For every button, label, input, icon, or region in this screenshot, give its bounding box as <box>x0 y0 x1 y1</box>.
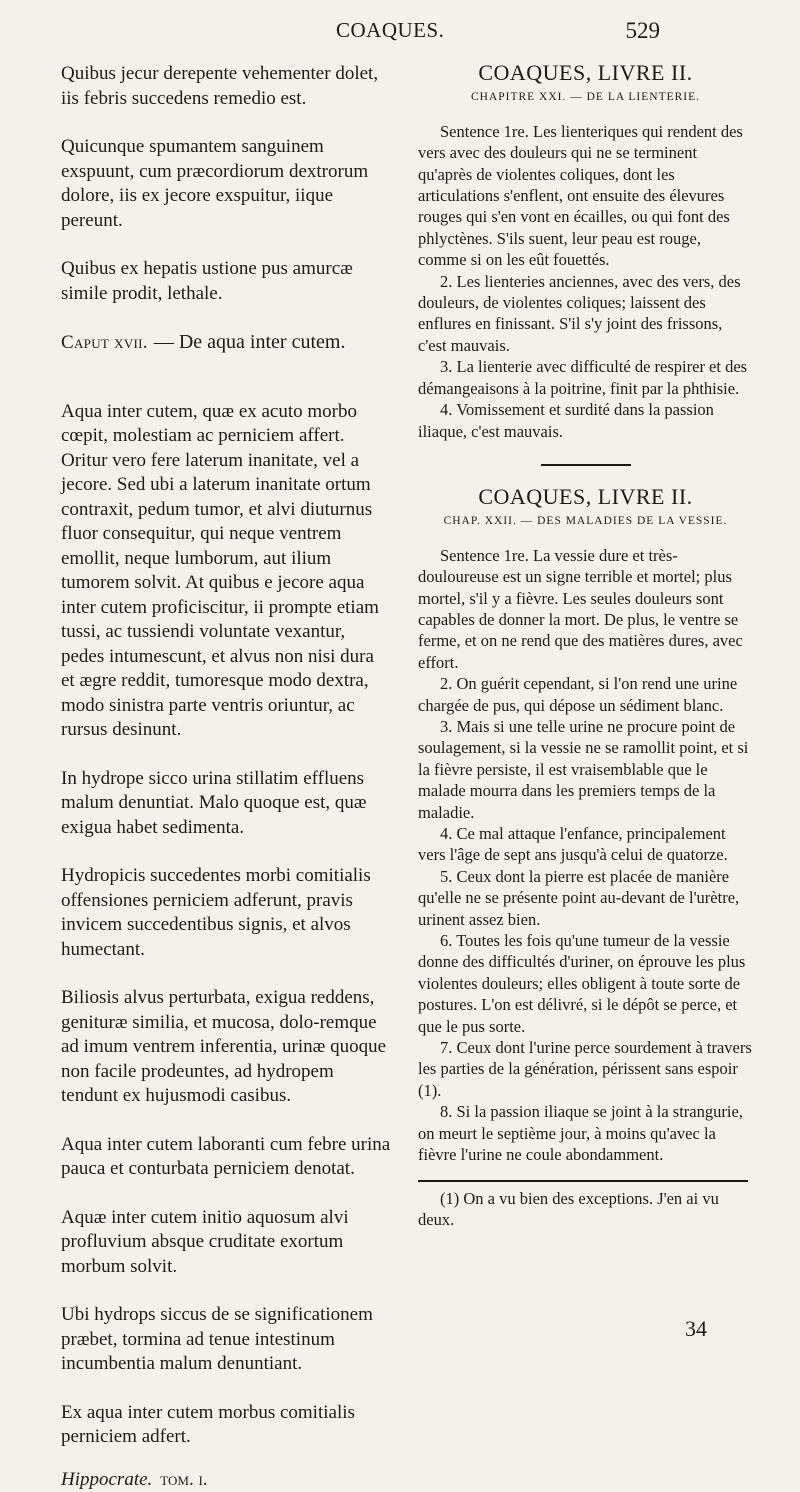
sentence-lienterie-3: 3. La lienterie avec difficulté de respirer et des démangeaisons à la poitrine, finit par la phthisie. <box>418 356 753 399</box>
latin-paragraph-7: Biliosis alvus perturbata, exigua reddens, genituræ similia, et mucosa, dolo-remque ad imum ventrem inferentia, urinæ quoque non facile prodeuntes, ad hydropem tendunt ex hujusmodi casibus. <box>61 986 391 1109</box>
latin-column <box>61 62 391 1492</box>
sentence-vessie-8: 8. Si la passion iliaque se joint à la strangurie, on meurt le septième jour, à moins qu'avec la fièvre l'urine ne coule abondamment. <box>418 1101 753 1165</box>
sentence-vessie-1 <box>418 545 753 673</box>
signature-mark: 34 <box>685 1316 707 1342</box>
sentence-vessie-5: 5. Ceux dont la pierre est placée de manière qu'elle ne se présente point au-devant de l'urètre, urinent assez bien. <box>418 866 753 930</box>
footnote: (1) On a vu bien des exceptions. J'en ai vu deux. <box>418 1188 753 1231</box>
latin-paragraph-9: Aquæ inter cutem initio aquosum alvi profluvium absque cruditate exortum morbum solvit. <box>61 1206 391 1280</box>
sentence-lienterie-4: 4. Vomissement et surdité dans la passion iliaque, c'est mauvais. <box>418 399 753 442</box>
latin-paragraph-3: Quibus ex hepatis ustione pus amurcæ simile prodit, lethale. <box>61 257 391 306</box>
sentence-vessie-2: 2. On guérit cependant, si l'on rend une urine chargée de pus, qui dépose un sédiment blanc. <box>418 673 753 716</box>
chapter-subtitle-2: CHAP. XXII. — DES MALADIES DE LA VESSIE. <box>418 511 753 532</box>
latin-paragraph-10: Ubi hydrops siccus de se significationem præbet, tormina ad tenue intestinum incumbentia malum denuntiant. <box>61 1303 391 1377</box>
latin-paragraph-11: Ex aqua inter cutem morbus comitialis perniciem adfert. <box>61 1401 391 1450</box>
running-head: COAQUES. <box>336 18 444 43</box>
sentence-label: Sentence 1re. <box>440 122 529 141</box>
sentence-text: Les lienteriques qui rendent des vers avec des douleurs qui ne se terminent qu'après de violentes coliques, dont les articulations s'enflent, ont ensuite des élevures rouges qui s'en vont en écailles, ou qui font des phlyctènes. S'ils suent, leur peau est rouge, comme si on les eût fouettés. <box>418 122 743 269</box>
latin-paragraph-4: Aqua inter cutem, quæ ex acuto morbo cœpit, molestiam ac perniciem affert. Oritur vero fere laterum inanitate, vel a jecore. Sed ubi a laterum inanitate ortum contraxit, pedum tumor, et alvi diuturnus fluor consequitur, qui neque ventrem emollit, neque lumborum, aut ilium tumorem solvit. At quibus e jecore aqua inter cutem proficiscitur, ii prompte etiam tussi, ac tussiendi voluntate vexantur, pedes intumescunt, et alvus non nisi dura et ægre reddit, tumoresque modo dextra, modo sinistra parte ventris oriuntur, ac rursus desinunt. <box>61 400 391 743</box>
chapter-title: — De aqua inter cutem. <box>154 331 346 353</box>
section-divider <box>541 464 631 466</box>
french-column <box>418 62 753 1230</box>
sentence-vessie-7: 7. Ceux dont l'urine perce sourdement à travers les parties de la génération, périssent sans espoir (1). <box>418 1037 753 1101</box>
printer-signature <box>61 1468 391 1492</box>
chapter-heading <box>61 330 391 356</box>
sentence-lienterie-2: 2. Les lienteries anciennes, avec des vers, des douleurs, de violentes coliques; laissent des enflures en finissant. S'il s'y joint des frissons, c'est mauvais. <box>418 271 753 357</box>
book-title-2: COAQUES, LIVRE II. <box>418 486 753 507</box>
signature-tome: tom. i. <box>160 1469 207 1490</box>
sentence-lienterie-1 <box>418 121 753 271</box>
chapter-number: Caput xvii. <box>61 332 148 353</box>
signature-title: Hippocrate. <box>61 1469 152 1490</box>
sentence-label: Sentence 1re. <box>440 546 529 565</box>
latin-paragraph-8: Aqua inter cutem laboranti cum febre urina pauca et conturbata perniciem denotat. <box>61 1133 391 1182</box>
sentence-vessie-4: 4. Ce mal attaque l'enfance, principalement vers l'âge de sept ans jusqu'à celui de quatorze. <box>418 823 753 866</box>
latin-paragraph-5: In hydrope sicco urina stillatim effluens malum denuntiat. Malo quoque est, quæ exigua habet sedimenta. <box>61 767 391 841</box>
chapter-subtitle-1: CHAPITRE XXI. — DE LA LIENTERIE. <box>418 87 753 108</box>
sentence-text: La vessie dure et très-douloureuse est un signe terrible et mortel; plus mortel, s'il y a fièvre. Les seules douleurs sont capables de donner la mort. De plus, le ventre se ferme, et on ne rend que des matières dures, avec effort. <box>418 546 743 672</box>
sentence-vessie-3: 3. Mais si une telle urine ne procure point de soulagement, si la vessie ne se ramollit point, et si la fièvre persiste, il est vraisemblable que le malade mourra dans les premiers temps de la maladie. <box>418 716 753 823</box>
latin-paragraph-2: Quicunque spumantem sanguinem exspuunt, cum præcordiorum dextrorum dolore, iis ex jecore exspuitur, iique pereunt. <box>61 135 391 233</box>
book-title-1: COAQUES, LIVRE II. <box>418 62 753 83</box>
sentence-vessie-6: 6. Toutes les fois qu'une tumeur de la vessie donne des difficultés d'uriner, on éprouve les plus violentes douleurs; elles obligent à toute sorte de postures. L'on est délivré, si le dépôt se perce, et que le pus sorte. <box>418 930 753 1037</box>
footnote-rule <box>418 1180 748 1182</box>
latin-paragraph-1: Quibus jecur derepente vehementer dolet, iis febris succedens remedio est. <box>61 62 391 111</box>
latin-paragraph-6: Hydropicis succedentes morbi comitialis offensiones perniciem adferunt, pravis invicem succedentibus signis, et alvos humectant. <box>61 864 391 962</box>
page-header <box>0 18 800 58</box>
page-number: 529 <box>626 18 661 44</box>
